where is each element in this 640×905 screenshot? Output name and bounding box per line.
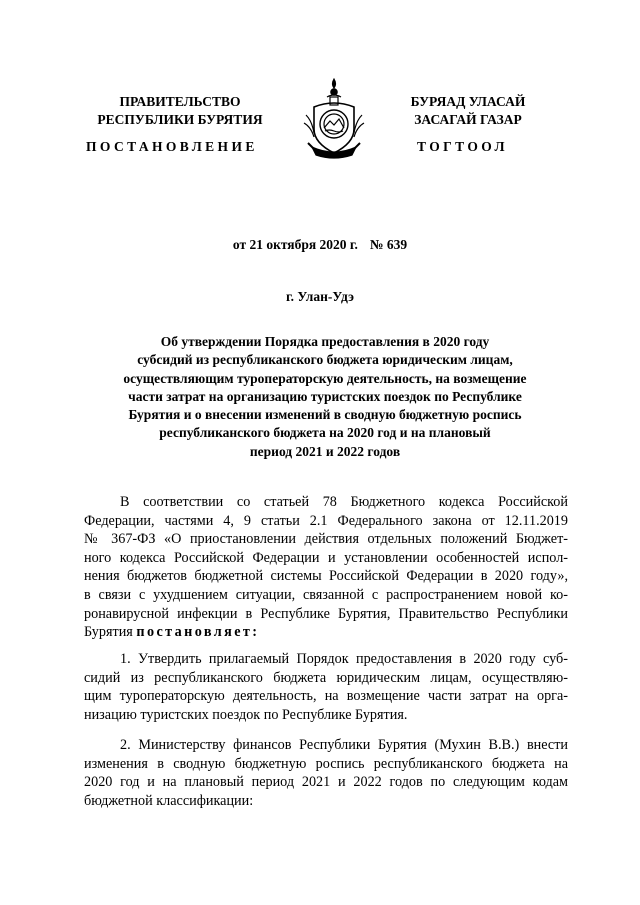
paragraph-line: 1. Утвердить прилагаемый Порядок предоставления в 2020 году суб- [120,651,568,667]
paragraph-line: бюджетной классификации: [84,792,254,809]
paragraph-item-2 [84,736,568,810]
header-right-line1: БУРЯАД УЛАСАЙ [410,94,526,109]
resolve-prefix: Бурятия [84,624,137,641]
title-line: осуществляющим туроператорскую деятельность, на возмещение [123,370,527,386]
document-kind-bua: ТОГТООЛ [417,139,508,154]
header-right-line2: ЗАСАГАЙ ГАЗАР [414,112,522,127]
paragraph-line: Федерации, частями 4, 9 статьи 2.1 Федерального закона от 12.11.2019 [84,512,568,529]
paragraph-line [84,623,568,642]
title-line: Об утверждении Порядка предоставления в 2020 году [160,334,490,349]
paragraph-line: № 367-ФЗ «О приостановлении действия отдельных положений Бюджет- [84,531,568,548]
document-number: № 639 [369,237,408,252]
paragraph-line: нения бюджетов бюджетной системы Российской Федерации в 2020 году», [84,568,568,585]
title-line: республиканского бюджета на 2020 год и на плановый [159,425,491,441]
header-left-line2: РЕСПУБЛИКИ БУРЯТИЯ [97,112,263,127]
paragraph-line: 2020 год и на плановый период 2021 и 2022 годов по следующим кодам [84,774,568,791]
document-city: г. Улан-Удэ [286,289,354,304]
resolve-word: постановляет: [136,624,260,641]
paragraph-line: сидий из республиканского бюджета юридическим лицам, осуществляю- [84,669,568,686]
title-line: Бурятия и о внесении изменений в сводную бюджетную роспись [128,407,522,423]
paragraph-line: щим туроператорскую деятельность, на возмещение части затрат на орга- [84,688,568,705]
paragraph-item-1 [84,650,568,724]
paragraph-line: низацию туристских поездок по Республике Бурятия. [84,706,408,723]
paragraph-preamble [84,493,568,642]
paragraph-line: ронавирусной инфекции в Республике Бурятия, Правительство Республики [84,605,568,622]
title-line: части затрат на организацию туристских поездок по Республике [128,388,522,404]
header-right [384,93,552,129]
header-left [80,93,280,129]
coat-of-arms-icon [300,75,368,161]
header-left-line1: ПРАВИТЕЛЬСТВО [119,94,241,109]
paragraph-line: ного кодекса Российской Федерации и установлении особенностей испол- [84,549,568,566]
paragraph-line: 2. Министерству финансов Республики Бурятия (Мухин В.В.) внести [120,737,568,753]
paragraph-line: изменения в сводную бюджетную роспись республиканского бюджета на [84,755,568,772]
document-date: от 21 октября 2020 г. [232,237,358,252]
document-title [80,333,570,461]
title-line: период 2021 и 2022 годов [249,443,401,459]
paragraph-line: В соответствии со статьей 78 Бюджетного кодекса Российской [120,494,568,510]
document-kind-ru: ПОСТАНОВЛЕНИЕ [86,139,258,154]
title-line: субсидий из республиканского бюджета юридическим лицам, [137,352,513,368]
date-number-line [0,237,640,253]
paragraph-line: в связи с ухудшением ситуации, связанной с распространением новой ко- [84,586,568,603]
